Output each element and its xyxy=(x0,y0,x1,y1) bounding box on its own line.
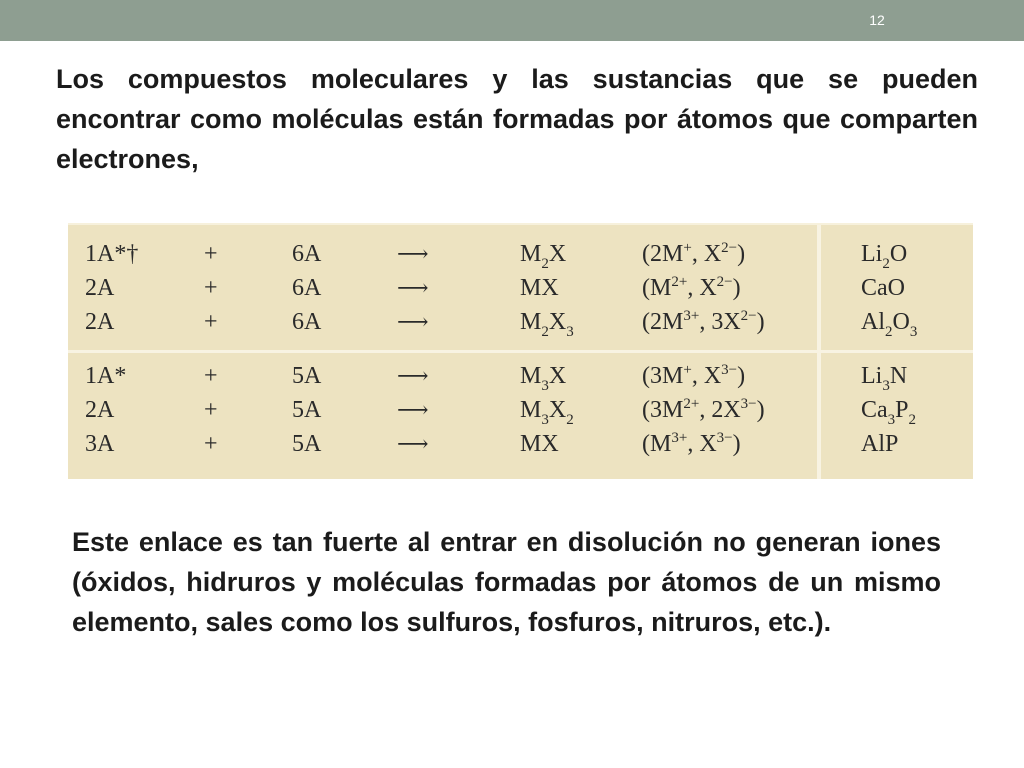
example-cell-part: 3 xyxy=(887,412,896,428)
formula-cell-part: X xyxy=(548,309,567,335)
formula-cell-part: M xyxy=(520,309,542,335)
ions-cell-part: , 3X xyxy=(699,309,741,335)
group-cell: 2A xyxy=(85,275,115,301)
group-cell: 2A xyxy=(85,397,115,423)
formula-cell-part: M xyxy=(520,363,542,389)
plus-cell: + xyxy=(204,309,218,335)
example-cell xyxy=(861,271,905,305)
formula-cell xyxy=(520,237,566,274)
table-row xyxy=(68,305,973,339)
ions-cell-part: , X xyxy=(691,363,722,389)
group-cell: 2A xyxy=(85,309,115,335)
example-cell xyxy=(861,305,917,342)
ions-cell-part: 2− xyxy=(721,240,738,256)
example-cell-part: 2 xyxy=(908,412,917,428)
ions-cell-part: (2M xyxy=(642,241,684,267)
ionic-compounds-table xyxy=(68,223,973,479)
example-cell-part: 2 xyxy=(882,256,890,272)
example-cell xyxy=(861,359,907,396)
table-row xyxy=(68,359,973,393)
arrow-cell: ⟶ xyxy=(397,363,429,388)
slide-number: 12 xyxy=(869,12,885,28)
partner-group-cell: 6A xyxy=(292,241,322,267)
arrow-cell: ⟶ xyxy=(397,431,429,456)
ions-cell-part: 3− xyxy=(740,396,757,412)
example-cell-part: P xyxy=(895,397,909,423)
example-cell-part: 2 xyxy=(885,324,893,340)
ions-cell-part: ) xyxy=(737,241,746,267)
ions-cell xyxy=(642,393,765,430)
ions-cell-part: ) xyxy=(756,397,765,423)
ions-cell-part: + xyxy=(683,240,692,256)
example-cell-part: N xyxy=(889,363,908,389)
example-cell xyxy=(861,427,898,461)
ions-cell-part: 3+ xyxy=(683,308,700,324)
formula-cell-part: M xyxy=(520,241,542,267)
partner-group-cell: 5A xyxy=(292,397,322,423)
ions-cell-part: ) xyxy=(737,363,746,389)
formula-cell-part: X xyxy=(548,241,567,267)
ions-cell-part: 2+ xyxy=(671,274,688,290)
formula-cell xyxy=(520,393,574,430)
ions-cell-part: (3M xyxy=(642,363,684,389)
plus-cell: + xyxy=(204,431,218,457)
ions-cell-part: 3+ xyxy=(671,430,688,446)
partner-group-cell: 5A xyxy=(292,431,322,457)
partner-group-cell: 5A xyxy=(292,363,322,389)
ions-cell xyxy=(642,305,765,342)
plus-cell: + xyxy=(204,241,218,267)
arrow-cell: ⟶ xyxy=(397,397,429,422)
ions-cell xyxy=(642,359,745,396)
group-cell: 3A xyxy=(85,431,115,457)
example-cell-part: O xyxy=(889,241,908,267)
formula-cell-part: 2 xyxy=(541,256,549,272)
example-cell-part: Li xyxy=(861,363,883,389)
ions-cell-part: 3− xyxy=(716,430,733,446)
example-cell-part: Ca xyxy=(861,397,888,423)
group-cell: 1A* xyxy=(85,363,127,389)
table-row xyxy=(68,393,973,427)
example-cell-part: Li xyxy=(861,241,883,267)
ions-cell-part: 2− xyxy=(716,274,733,290)
ions-cell xyxy=(642,271,741,308)
ions-cell-part: + xyxy=(683,362,692,378)
intro-paragraph: Los compuestos moleculares y las sustancias que se pueden encontrar como moléculas están formadas por átomos que comparten electrones, xyxy=(56,64,978,174)
formula-cell-part: M xyxy=(520,397,542,423)
formula-cell-part: 3 xyxy=(541,378,549,394)
table-row xyxy=(68,237,973,271)
example-cell-part: Al xyxy=(861,309,885,335)
ions-cell xyxy=(642,427,741,464)
arrow-cell: ⟶ xyxy=(397,309,429,334)
ions-cell-part: (3M xyxy=(642,397,684,423)
ions-cell-part: (M xyxy=(642,275,672,301)
closing-paragraph: Este enlace es tan fuerte al entrar en disolución no generan iones (óxidos, hidruros y moléculas formadas por átomos de un mismo elemento, sales como los sulfuros, fosfuros, nitruros, etc.). xyxy=(72,527,941,637)
plus-cell: + xyxy=(204,397,218,423)
group-divider-horizontal xyxy=(68,350,973,353)
formula-cell xyxy=(520,271,559,305)
slide-header-bar xyxy=(0,0,1024,41)
ions-cell-part: 3− xyxy=(721,362,738,378)
ions-cell-part: ) xyxy=(756,309,765,335)
example-cell-part: O xyxy=(892,309,910,335)
partner-group-cell: 6A xyxy=(292,275,322,301)
formula-cell-part: MX xyxy=(520,431,559,457)
formula-cell xyxy=(520,305,574,342)
ions-cell-part: ) xyxy=(732,431,741,457)
example-cell-part: AlP xyxy=(861,431,899,457)
example-cell-part: 3 xyxy=(909,324,918,340)
ions-cell-part: ) xyxy=(732,275,741,301)
plus-cell: + xyxy=(204,275,218,301)
example-cell-part: CaO xyxy=(861,275,905,301)
ions-cell-part: 2+ xyxy=(683,396,700,412)
formula-cell xyxy=(520,359,566,396)
ions-cell-part: , X xyxy=(687,431,717,457)
ions-cell-part: , X xyxy=(687,275,717,301)
ions-cell-part: , X xyxy=(691,241,722,267)
formula-cell-part: 2 xyxy=(541,324,549,340)
arrow-cell: ⟶ xyxy=(397,275,429,300)
formula-cell-part: MX xyxy=(520,275,559,301)
ions-cell-part: (M xyxy=(642,431,672,457)
example-cell-part: 3 xyxy=(882,378,890,394)
arrow-cell: ⟶ xyxy=(397,241,429,266)
group-cell: 1A*† xyxy=(85,241,139,267)
formula-cell xyxy=(520,427,559,461)
table-row xyxy=(68,427,973,461)
ions-cell-part: , 2X xyxy=(699,397,741,423)
table-row xyxy=(68,271,973,305)
ions-cell xyxy=(642,237,745,274)
example-cell xyxy=(861,237,907,274)
ions-cell-part: 2− xyxy=(740,308,757,324)
formula-cell-part: 2 xyxy=(566,412,574,428)
ions-cell-part: (2M xyxy=(642,309,684,335)
example-cell xyxy=(861,393,916,430)
formula-cell-part: X xyxy=(548,363,567,389)
plus-cell: + xyxy=(204,363,218,389)
formula-cell-part: X xyxy=(548,397,567,423)
formula-cell-part: 3 xyxy=(566,324,574,340)
formula-cell-part: 3 xyxy=(541,412,549,428)
partner-group-cell: 6A xyxy=(292,309,322,335)
